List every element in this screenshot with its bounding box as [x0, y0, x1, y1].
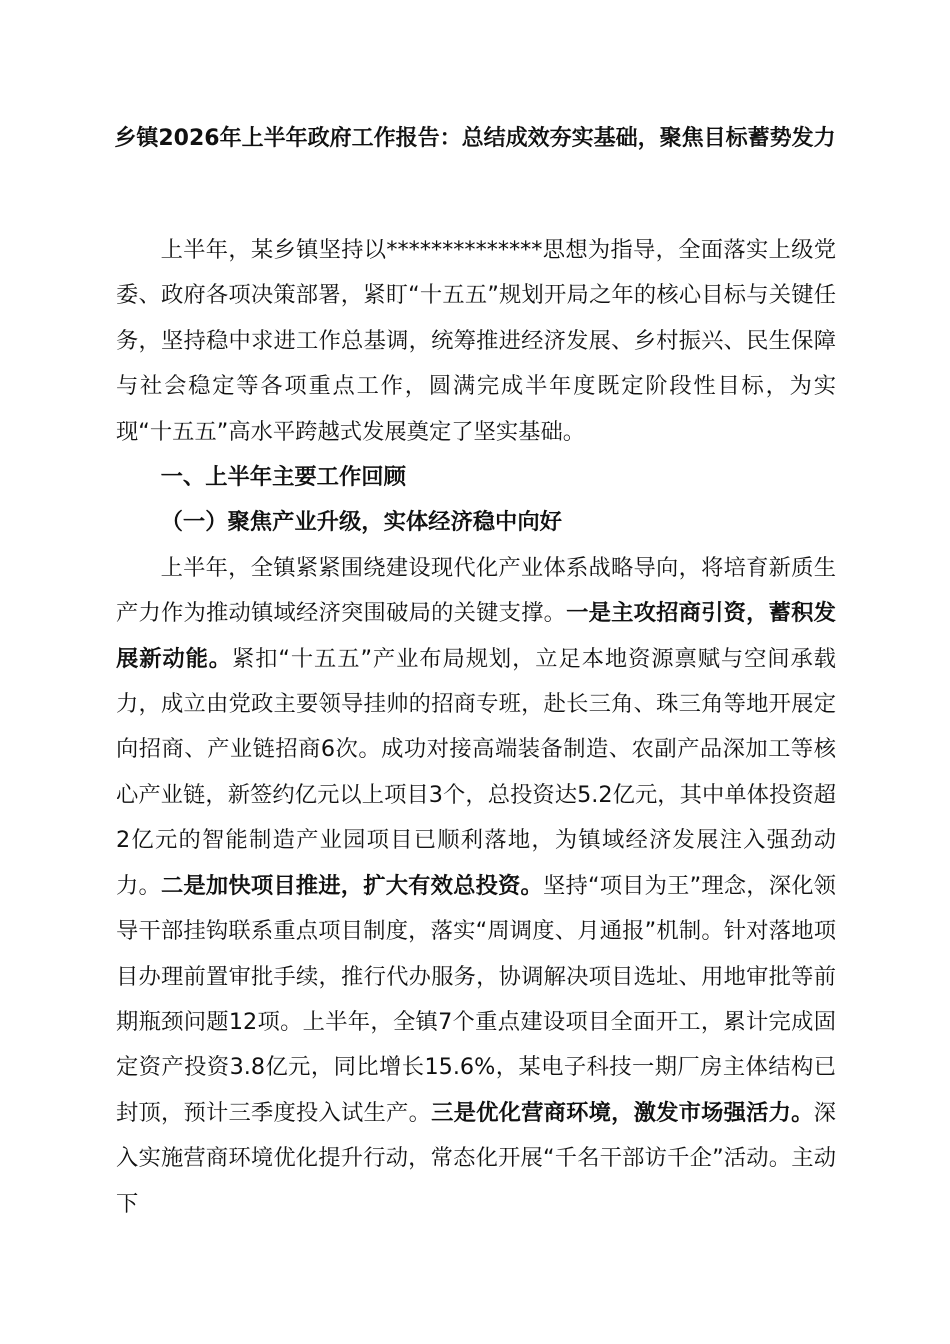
paragraph-text: 坚持“项目为王”理念，深化领导干部挂钩联系重点项目制度，落实“周调度、月通报”机制。针对落地项目办理前置审批手续，推行代办服务，协调解决项目选址、用地审批等前期瓶颈问题12项。上半年，全镇7个重点建设项目全面开工，累计完成固定资产投资3.8亿元，同比增长15.6%，某电子科技一期厂房主体结构已封顶，预计三季度投入试生产。 — [116, 872, 836, 1126]
paragraph-text: 上半年，全镇紧紧围绕建设现代化产业体系战略导向，将培育新质生产力作为推动镇域经济突围破局的关键支撑。 — [116, 554, 836, 627]
paragraph-text: 深入实施营商环境优化提升行动，常态化开展“千名干部访千企”活动。主动下 — [116, 1099, 836, 1217]
intro-paragraph: 上半年，某乡镇坚持以**************思想为指导，全面落实上级党委、政府各项决策部署，紧盯“十五五”规划开局之年的核心目标与关键任务，坚持稳中求进工作总基调，统筹推进经济发展、乡村振兴、民生保障与社会稳定等各项重点工作，圆满完成半年度既定阶段性目标，为实现“十五五”高水平跨越式发展奠定了坚实基础。 — [116, 237, 836, 445]
subsection-heading: （一）聚焦产业升级，实体经济稳中向好 — [160, 509, 562, 536]
bold-lead-point-2: 二是加快项目推进，扩大有效总投资。 — [160, 872, 544, 899]
document-title: 乡镇2026年上半年政府工作报告：总结成效夯实基础，聚焦目标蓄势发力 — [114, 126, 836, 151]
document-body — [116, 228, 836, 1227]
section-heading: 一、上半年主要工作回顾 — [160, 464, 406, 491]
body-paragraph — [116, 546, 836, 1227]
bold-lead-point-1: 一是主攻招商引资，蓄积发展新动能。 — [116, 600, 836, 672]
bold-lead-point-3: 三是优化营商环境，激发市场强活力。 — [431, 1099, 814, 1126]
paragraph-text: 紧扣“十五五”产业布局规划，立足本地资源禀赋与空间承载力，成立由党政主要领导挂帅的招商专班，赴长三角、珠三角等地开展定向招商、产业链招商6次。成功对接高端装备制造、农副产品深加工等核心产业链，新签约亿元以上项目3个，总投资达5.2亿元，其中单体投资超2亿元的智能制造产业园项目已顺利落地，为镇域经济发展注入强劲动力。 — [116, 645, 836, 899]
